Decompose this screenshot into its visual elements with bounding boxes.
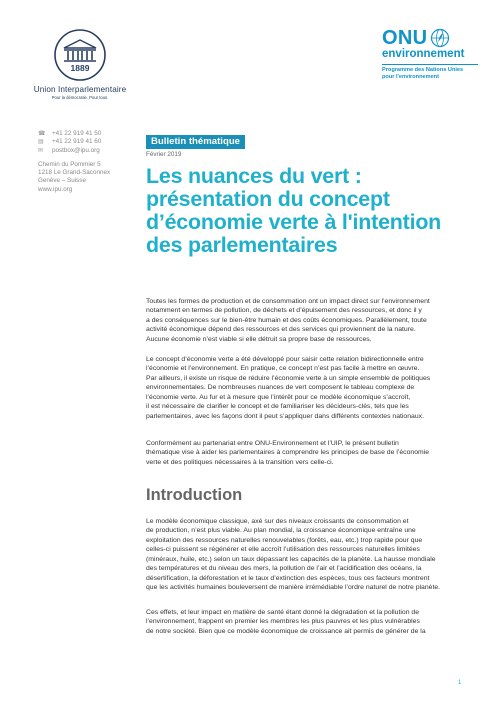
text-line: Le modèle économique classique, axé sur des niveaux croissants de consommation et — [146, 518, 409, 525]
ipu-tagline: Pour la démocratie. Pour tous. — [51, 95, 109, 100]
page-number: 1 — [458, 680, 462, 686]
fax-icon: ▤ — [38, 139, 44, 146]
paragraph — [146, 517, 466, 593]
contact-block — [38, 130, 138, 194]
text-line: Aucune économie n’est viable si elle détruit sa propre base de ressources. — [146, 335, 372, 343]
fax-number: +41 22 919 41 60 — [52, 138, 102, 146]
text-line: notamment en termes de pollution, de déchets et d’épuisement des ressources, et donc il y — [146, 307, 422, 315]
text-line: exploitation des ressources naturelles renouvelables (forêts, eau, etc.) trop rapide pour que — [146, 536, 423, 544]
text-line: des températures et du niveau des mers, la pollution de l’air et l’acidification des océans, la — [146, 565, 422, 573]
text-line: l’économie verte. Au fur et à mesure que l’intérêt pour ce modèle économique s’accroît, — [146, 393, 411, 401]
ipu-name: Union Interparlementaire — [33, 85, 127, 94]
text-line: Ces effets, et leur impact en matière de santé étant donné la dégradation et la pollution de — [146, 609, 420, 616]
paragraph — [146, 439, 466, 467]
ipu-year: 1889 — [70, 63, 90, 73]
page-title — [146, 165, 476, 257]
title-line: des parlementaires — [146, 233, 338, 257]
text-line: Conformément au partenariat entre ONU-Environnement et l’UIP, le présent bulletin — [146, 440, 399, 447]
text-line: de notre société. Bien que ce modèle économique de croissance ait permis de générer de la — [146, 627, 426, 635]
paragraph — [146, 355, 466, 421]
address-line: 1218 Le Grand-Saconnex — [38, 169, 111, 177]
text-line: thématique vise à aider les parlementaires à comprendre les principes de base de l’économie — [146, 449, 430, 457]
text-line: Par ailleurs, il existe un risque de réduire l’économie verte à un simple ensemble de politiques — [146, 374, 431, 382]
address-line: Chemin du Pommier 5 — [38, 160, 101, 168]
text-line: de production, n’est plus viable. Au plan mondial, la croissance économique entraîne une — [146, 527, 416, 535]
text-line: désertification, la déforestation et le taux d’extinction des espèces, tous ces facteurs montrent — [146, 574, 430, 582]
text-line: celles-ci puissent se régénérer et elle accroît l’utilisation des ressources naturelles limitées — [146, 546, 420, 554]
email-icon: ✉ — [38, 147, 44, 154]
text-line: l’environnement, frappent en premier les membres les plus pauvres et les plus vulnérables — [146, 618, 420, 626]
text-line: environnementales. De nombreuses nuances de vert composent le tableau complexe de — [146, 384, 415, 392]
title-line: d’économie verte à l'intention — [146, 210, 442, 234]
unep-program — [382, 67, 482, 81]
ipu-emblem-icon — [50, 28, 110, 82]
email-link[interactable]: postbox@ipu.org — [52, 146, 100, 154]
website-link[interactable]: www.ipu.org — [38, 185, 73, 193]
title-line: présentation du concept — [146, 187, 390, 211]
text-line: l’économie et l’environnement. En pratique, ce concept n’est pas facile à mettre en œuvre. — [146, 365, 420, 373]
unep-globe-icon — [430, 28, 450, 48]
publication-date: Février 2019 — [146, 151, 182, 158]
unep-divider — [382, 64, 478, 65]
text-line: (minéraux, huile, etc.) selon un taux dépassant les capacités de la planète. La hausse mondiale — [146, 555, 436, 563]
unep-program-line2: pour l'environnement — [382, 74, 439, 80]
title-line: Les nuances du vert : — [146, 164, 362, 188]
bulletin-label: Bulletin thématique — [146, 135, 245, 149]
text-line: Le concept d’économie verte a été développé pour saisir cette relation bidirectionnelle entre — [146, 356, 424, 363]
text-line: verte et des politiques nécessaires à la transition vers celle-ci. — [146, 458, 334, 466]
text-line: parlementaires, avec les façons dont il peut s’appliquer dans différents contextes nationaux. — [146, 412, 424, 420]
unep-name: environnement — [382, 48, 465, 60]
unep-program-line1: Programme des Nations Unies — [382, 67, 464, 73]
text-line: que les activités humaines bouleversent de manière irrémédiable l’ordre naturel de notre planète. — [146, 584, 441, 592]
paragraph — [146, 608, 466, 636]
phone-icon: ☎ — [38, 131, 46, 137]
address-line: Genève – Suisse — [38, 177, 86, 185]
paragraph — [146, 297, 466, 344]
unep-logo — [382, 28, 482, 81]
text-line: activité économique dépend des ressources et des services qui proviennent de la nature. — [146, 326, 416, 334]
text-line: a des conséquences sur le bien-être humain et des coûts économiques. Parallèlement, toute — [146, 316, 427, 324]
address — [38, 161, 138, 194]
section-heading: Introduction — [146, 486, 243, 504]
ipu-logo — [30, 28, 130, 100]
text-line: Toutes les formes de production et de consommation ont un impact direct sur l’environnement — [146, 298, 430, 305]
text-line: il est nécessaire de clarifier le concept et de familiariser les décideurs-clés, tels que les — [146, 403, 409, 411]
phone-number: +41 22 919 41 50 — [52, 130, 102, 137]
unep-short: ONU — [382, 27, 428, 49]
